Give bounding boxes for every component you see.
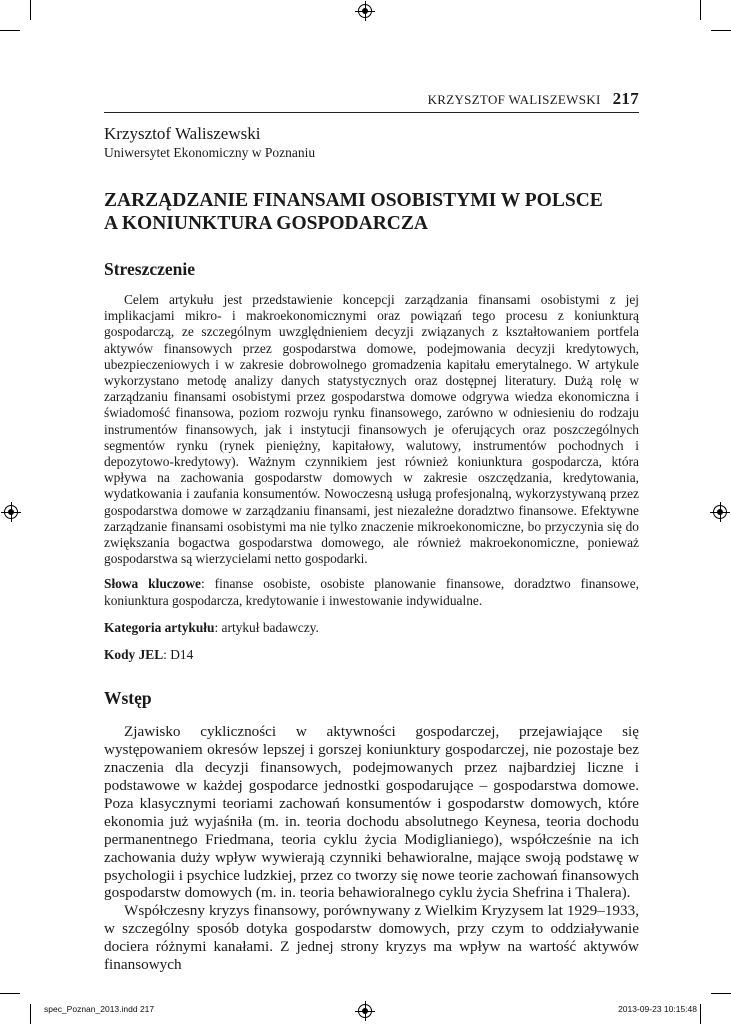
abstract-text: Celem artykułu jest przedstawienie koncepcji zarządzania finansami osobistymi z jej implikacjami mikro- i makroekonomicznymi oraz powiązań tego procesu z koniunkturą gospodarczą, ze szczególnym uwzględnieniem decyzji związanych z kształtowaniem portfela aktywów finansowych przez gospodarstwa domowe, podejmowania decyzji kredytowych, ubezpieczeniowych i w zakresie dobrowolnego gromadzenia kapitału emerytalnego. W artykule wykorzystano metodę analizy danych statystycznych oraz dostępnej literatury. Dużą rolę w zarządzaniu finansami osobistymi przez gospodarstwa domowe odgrywa wiedza ekonomiczna i świadomość finansowa, poziom rozwoju rynku finansowego, zarówno w odniesieniu do rodzaju instrumentów finansowych, jak i instytucji finansowych je oferujących oraz poszczególnych segmentów rynku (rynek pieniężny, kapitałowy, walutowy, instrumentów pochodnych i depozytowo-kredytowy). Ważnym czynnikiem jest również koniunktura gospodarcza, która wpływa na zachowania gospodarstw domowych w zakresie oszczędzania, kredytowania, wydatkowania i zaufania konsumentów. Nowoczesną usługą profesjonalną, wykorzystywaną przez gospodarstwa domowe w zarządzaniu finansami, jest niezależne doradztwo finansowe. Efektywne zarządzanie finansami osobistymi ma nie tylko znaczenie mikroekonomiczne, bo przyczynia się do zwiększania bogactwa gospodarstwa domowego, ale również makroekonomiczne, ponieważ gospodarstwa są wierzycielami netto gospodarki. [104, 292, 639, 567]
keywords-label: Słowa kluczowe [104, 576, 201, 592]
keywords-text: : finanse osobiste, osobiste planowanie finansowe, doradztwo finansowe, koniunktura gospodarcza, kredytowanie i inwestowanie indywidualne. [104, 576, 639, 608]
running-head [104, 89, 639, 109]
crop-mark-top-left-h [0, 30, 20, 31]
crop-mark-bottom-left [30, 1004, 31, 1024]
crop-mark-bottom-right-h [711, 993, 731, 994]
slug-datetime: 2013-09-23 10:15:48 [618, 1004, 697, 1014]
crop-mark-top-right [700, 0, 701, 20]
jel-text: : D14 [163, 647, 194, 663]
jel-label: Kody JEL [104, 647, 164, 663]
jel-codes [104, 647, 639, 663]
crop-mark-bottom-left-h [0, 993, 20, 994]
crop-mark-top-right-h [711, 30, 731, 31]
running-head-author: KRZYSZTOF WALISZEWSKI [427, 92, 601, 107]
registration-mark-right-icon [713, 505, 727, 519]
registration-mark-bottom-icon [358, 1004, 372, 1018]
category-text: : artykuł badawczy. [214, 619, 319, 635]
title-line-1: ZARZĄDZANIE FINANSAMI OSOBISTYMI W POLSCE [104, 190, 603, 211]
intro-paragraph-1: Zjawisko cykliczności w aktywności gospodarczej, przejawiające się występowaniem okresów lepszej i gorszej koniunktury gospodarczej, nie pozostaje bez znaczenia dla decyzji finansowych, podejmowanych przez najbardziej liczne i podstawowe w każdej gospodarce jednostki gospodarujące – gospodarstwa domowe. Poza klasycznymi teoriami zachowań konsumentów i gospodarstw domowych, które ekonomia już wyjaśniła (m. in. teoria dochodu absolutnego Keynesa, teoria dochodu permanentnego Friedmana, teoria cyklu życia Modiglianiego), współcześnie na ich zachowania duży wpływ wywierają czynniki behawioralne, mające swoją podstawę w psychologii i psychice ludzkiej, przez co tworzy się nowe teorie zachowań finansowych gospodarstw domowych (m. in. teoria behawioralnego cyklu życia Shefrina i Thalera). [104, 723, 639, 902]
category-label: Kategoria artykułu [104, 619, 215, 635]
header-rule [104, 112, 639, 113]
registration-mark-left-icon [4, 505, 18, 519]
slug-file-info: spec_Poznan_2013.indd 217 [44, 1004, 155, 1014]
article-category [104, 620, 639, 636]
keywords [104, 576, 639, 608]
crop-mark-top-left [30, 0, 31, 20]
author-affiliation: Uniwersytet Ekonomiczny w Poznaniu [104, 145, 316, 160]
title-line-2: A KONIUNKTURA GOSPODARCZA [104, 213, 428, 234]
author-name: Krzysztof Waliszewski [104, 124, 261, 143]
article-content [104, 124, 639, 974]
intro-paragraph-2: Współczesny kryzys finansowy, porównywany z Wielkim Kryzysem lat 1929–1933, w szczególny sposób dotyka gospodarstw domowych, przy czym to oddziaływanie dociera różnymi kanałami. Z jednej strony kryzys ma wpływ na wartość aktywów finansowych [104, 902, 639, 974]
page-number: 217 [612, 89, 639, 108]
intro-heading: Wstęp [104, 688, 152, 709]
registration-mark-top-icon [358, 4, 372, 18]
crop-mark-bottom-right [700, 1004, 701, 1024]
article-title [104, 189, 639, 235]
abstract-heading: Streszczenie [104, 259, 196, 279]
